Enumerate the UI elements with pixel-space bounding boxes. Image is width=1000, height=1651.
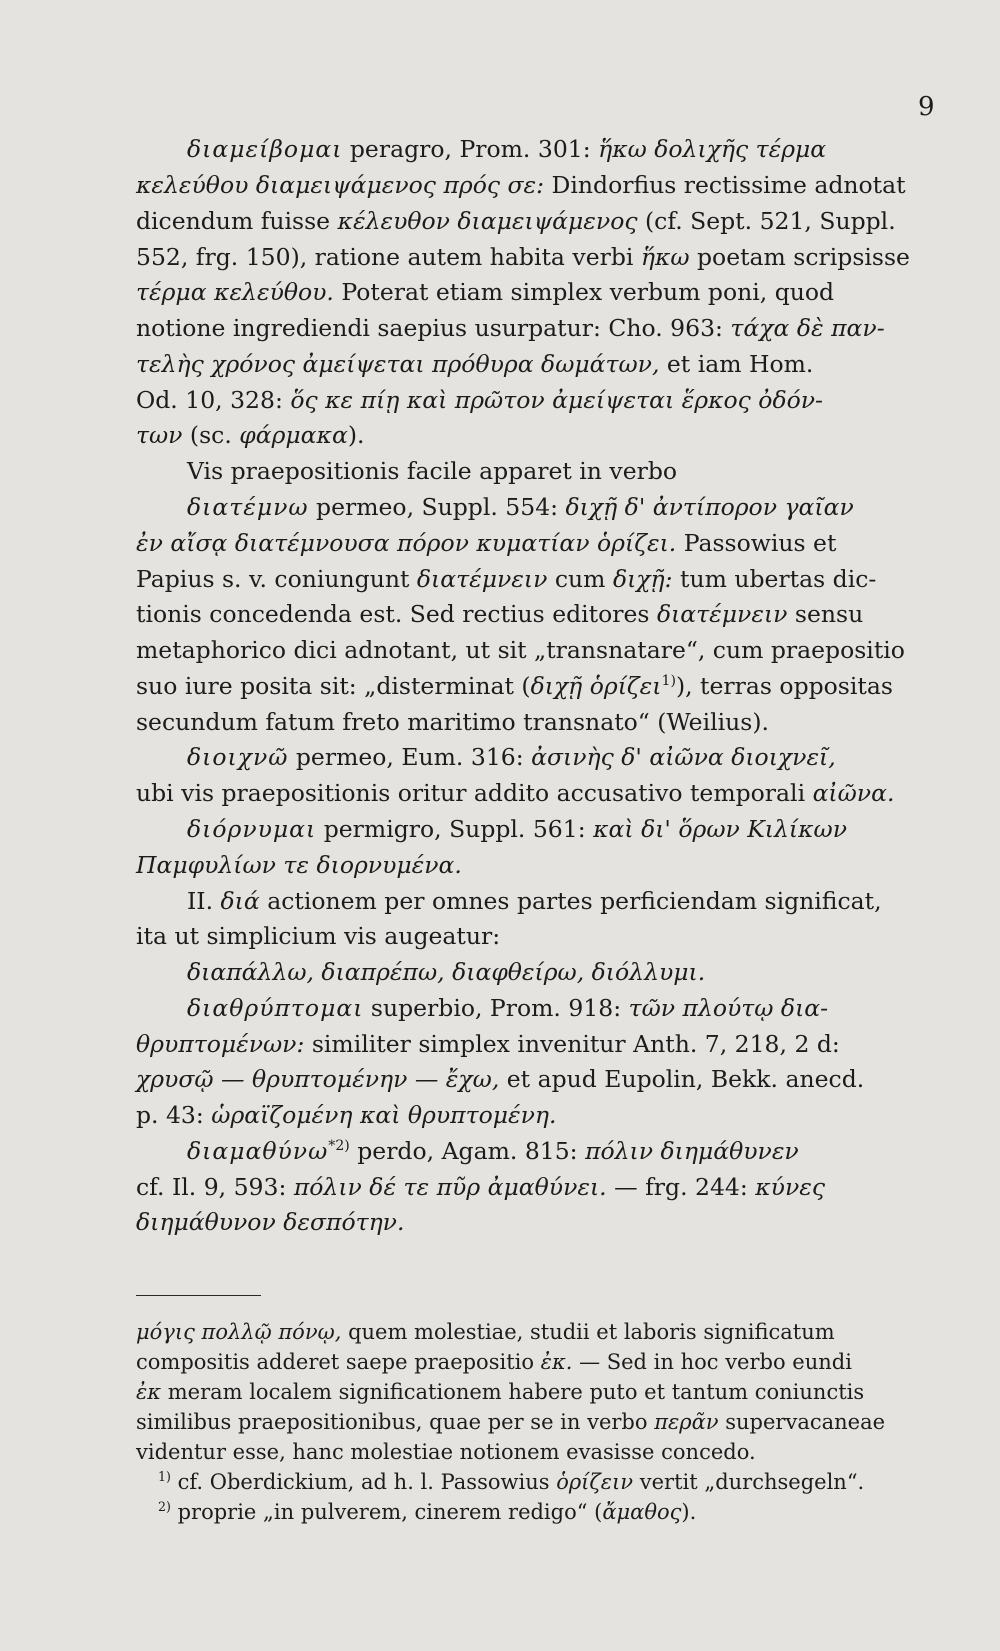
latin-text: similiter simplex invenitur Anth. 7, 218, 2 d:: [304, 1030, 840, 1058]
latin-text: meram localem significationem habere puto et tantum coniunctis: [161, 1380, 865, 1404]
latin-text: Dindorfius rectissime adnotat: [544, 171, 906, 199]
body-line-27: [136, 1062, 864, 1096]
body-line-28: [136, 1098, 556, 1132]
footnote-line-2: [136, 1345, 852, 1379]
greek-text: διαθρύπτομαι: [187, 994, 364, 1022]
latin-text: ita ut simplicium vis augeatur:: [136, 922, 501, 950]
greek-text: ἐν αἴσᾳ διατέμνουσα πόρον κυματίαν ὁρίζει.: [136, 529, 677, 557]
body-line-22: [187, 884, 882, 918]
greek-text: πόλιν δέ τε πῦρ ἀμαθύνει.: [293, 1173, 607, 1201]
body-line-11: [187, 490, 854, 524]
greek-text: διαμαθύνω: [187, 1137, 329, 1165]
body-line-24: [187, 955, 705, 989]
body-line-31: [136, 1205, 404, 1239]
latin-text: metaphorico dici adnotant, ut sit „transnatare“, cum praepositio: [136, 636, 905, 664]
greek-text: διαμείβομαι: [187, 135, 343, 163]
body-line-13: [136, 562, 876, 596]
footnote-line-6: [158, 1465, 864, 1499]
greek-text: διχῇ:: [612, 565, 673, 593]
greek-text: διοιχνῶ: [187, 743, 289, 771]
greek-text: ὁρίζειν: [556, 1470, 634, 1494]
latin-text: tionis concedenda est. Sed rectius editores: [136, 600, 657, 628]
latin-text: perdo, Agam. 815:: [349, 1137, 586, 1165]
footnote-marker: 1): [158, 1469, 171, 1484]
latin-text: Papius s. v. coniungunt: [136, 565, 417, 593]
body-line-18: [187, 740, 836, 774]
greek-text: ἥκω δολιχῆς τέρμα: [598, 135, 827, 163]
latin-text: permigro, Suppl. 561:: [316, 815, 594, 843]
latin-text: cum: [547, 565, 613, 593]
greek-text: τελὴς χρόνος ἀμείψεται πρόθυρα δωμάτων,: [136, 350, 660, 378]
latin-text: permeo, Eum. 316:: [288, 743, 532, 771]
body-line-3: [136, 204, 896, 238]
latin-text: secundum fatum freto maritimo transnato“ (Weilius).: [136, 708, 769, 736]
footnote-marker: 2): [158, 1499, 171, 1514]
latin-text: p. 43:: [136, 1101, 212, 1129]
latin-text: sensu: [787, 600, 864, 628]
latin-text: dicendum fuisse: [136, 207, 338, 235]
greek-text: φάρμακα: [239, 421, 348, 449]
latin-text: Passowius et: [676, 529, 837, 557]
latin-text: ), terras oppositas: [675, 672, 893, 700]
body-line-2: [136, 168, 906, 202]
greek-text: κύνες: [755, 1173, 826, 1201]
greek-text: ἀσινὴς δ' αἰῶνα διοιχνεῖ,: [531, 743, 836, 771]
page-number: 9: [918, 92, 935, 122]
greek-text: ὡραϊζομένη καὶ θρυπτομένη.: [211, 1101, 557, 1129]
latin-text: 552, frg. 150), ratione autem habita verbi: [136, 243, 641, 271]
latin-text: compositis adderet saepe praepositio: [136, 1350, 541, 1374]
body-line-14: [136, 597, 863, 631]
greek-text: ἐκ.: [540, 1350, 573, 1374]
latin-text: vertit „durchsegeln“.: [633, 1470, 865, 1494]
body-line-4: [136, 240, 910, 274]
latin-text: proprie „in pulverem, cinerem redigo“ (: [170, 1500, 603, 1524]
latin-text: actionem per omnes partes perficiendam significat,: [259, 887, 882, 915]
greek-text: τάχα δὲ παν-: [730, 314, 885, 342]
footnote-marker: *2): [328, 1138, 350, 1155]
latin-text: peragro, Prom. 301:: [342, 135, 599, 163]
body-line-29: [187, 1134, 799, 1168]
latin-text: similibus praepositionibus, quae per se in verbo: [136, 1410, 655, 1434]
body-line-23: [136, 919, 500, 953]
greek-text: κελεύθου διαμειψάμενος πρός σε:: [136, 171, 545, 199]
greek-text: διχῇ δ' ἀντίπορον γαῖαν: [565, 493, 854, 521]
latin-text: poetam scripsisse: [689, 243, 910, 271]
greek-text: ἥκω: [640, 243, 690, 271]
greek-text: θρυπτομένων:: [136, 1030, 305, 1058]
greek-text: διά: [220, 887, 260, 915]
greek-text: διατέμνω: [187, 493, 309, 521]
latin-text: superbio, Prom. 918:: [363, 994, 629, 1022]
latin-text: notione ingrediendi saepius usurpatur: Cho. 963:: [136, 314, 731, 342]
body-line-5: [136, 275, 834, 309]
body-line-10: [187, 454, 677, 488]
greek-text: διημάθυνον δεσπότην.: [136, 1208, 405, 1236]
body-line-17: [136, 705, 769, 739]
body-line-16: [136, 669, 893, 703]
greek-text: διόρνυμαι: [187, 815, 317, 843]
latin-text: II.: [187, 887, 221, 915]
greek-text: χρυσῷ — θρυπτομένην — ἔχω,: [136, 1065, 500, 1093]
body-line-7: [136, 347, 813, 381]
footnote-line-5: [136, 1435, 756, 1469]
footnote-line-7: [158, 1495, 696, 1529]
footnote-line-1: [136, 1315, 835, 1349]
body-line-1: [187, 132, 826, 166]
latin-text: Poterat etiam simplex verbum poni, quod: [333, 278, 835, 306]
greek-text: διατέμνειν: [416, 565, 548, 593]
body-line-20: [187, 812, 847, 846]
greek-text: διατέμνειν: [656, 600, 788, 628]
latin-text: Od. 10, 328:: [136, 386, 291, 414]
latin-text: — Sed in hoc verbo eundi: [572, 1350, 852, 1374]
body-line-21: [136, 848, 462, 882]
greek-text: Παμφυλίων τε διορνυμένα.: [136, 851, 462, 879]
body-line-19: [136, 776, 894, 810]
body-line-30: [136, 1170, 825, 1204]
greek-text: περᾶν: [654, 1410, 719, 1434]
body-line-8: [136, 383, 823, 417]
footnote-line-4: [136, 1405, 885, 1439]
greek-text: των: [136, 421, 183, 449]
latin-text: quem molestiae, studii et laboris significatum: [341, 1320, 835, 1344]
latin-text: suo iure posita sit: „disterminat (: [136, 672, 531, 700]
body-line-26: [136, 1027, 840, 1061]
latin-text: (cf. Sept. 521, Suppl.: [637, 207, 896, 235]
footnote-rule: [136, 1295, 261, 1296]
greek-text: πόλιν διημάθυνεν: [585, 1137, 799, 1165]
greek-text: μόγις πολλῷ πόνῳ,: [136, 1320, 342, 1344]
latin-text: ).: [347, 421, 365, 449]
greek-text: ὅς κε πίῃ καὶ πρῶτον ἀμείψεται ἕρκος ὀδόν-: [290, 386, 823, 414]
latin-text: ubi vis praepositionis oritur addito accusativo temporali: [136, 779, 813, 807]
body-line-6: [136, 311, 885, 345]
greek-text: τέρμα κελεύθου.: [136, 278, 334, 306]
latin-text: Vis praepositionis facile apparet in verbo: [187, 457, 678, 485]
greek-text: καὶ δι' ὅρων Κιλίκων: [593, 815, 847, 843]
latin-text: cf. Oberdickium, ad h. l. Passowius: [170, 1470, 557, 1494]
latin-text: tum ubertas dic-: [672, 565, 877, 593]
latin-text: — frg. 244:: [606, 1173, 756, 1201]
body-line-15: [136, 633, 905, 667]
greek-text: κέλευθον διαμειψάμενος: [337, 207, 638, 235]
body-line-25: [187, 991, 828, 1025]
footnote-line-3: [136, 1375, 864, 1409]
greek-text: ἄμαθος: [602, 1500, 682, 1524]
latin-text: ).: [681, 1500, 697, 1524]
latin-text: et iam Hom.: [659, 350, 814, 378]
body-line-9: [136, 418, 364, 452]
latin-text: cf. Il. 9, 593:: [136, 1173, 294, 1201]
greek-text: αἰῶνα.: [812, 779, 895, 807]
greek-text: διαπάλλω, διαπρέπω, διαφθείρω, διόλλυμι.: [187, 958, 706, 986]
latin-text: et apud Eupolin, Bekk. anecd.: [499, 1065, 865, 1093]
latin-text: videntur esse, hanc molestiae notionem evasisse concedo.: [136, 1440, 756, 1464]
greek-text: ἐκ: [136, 1380, 162, 1404]
latin-text: (sc.: [182, 421, 240, 449]
footnote-marker: 1): [661, 673, 676, 690]
latin-text: permeo, Suppl. 554:: [308, 493, 566, 521]
greek-text: τῶν πλούτῳ δια-: [628, 994, 829, 1022]
latin-text: supervacaneae: [718, 1410, 886, 1434]
body-line-12: [136, 526, 836, 560]
greek-text: διχῇ ὁρίζει: [530, 672, 662, 700]
